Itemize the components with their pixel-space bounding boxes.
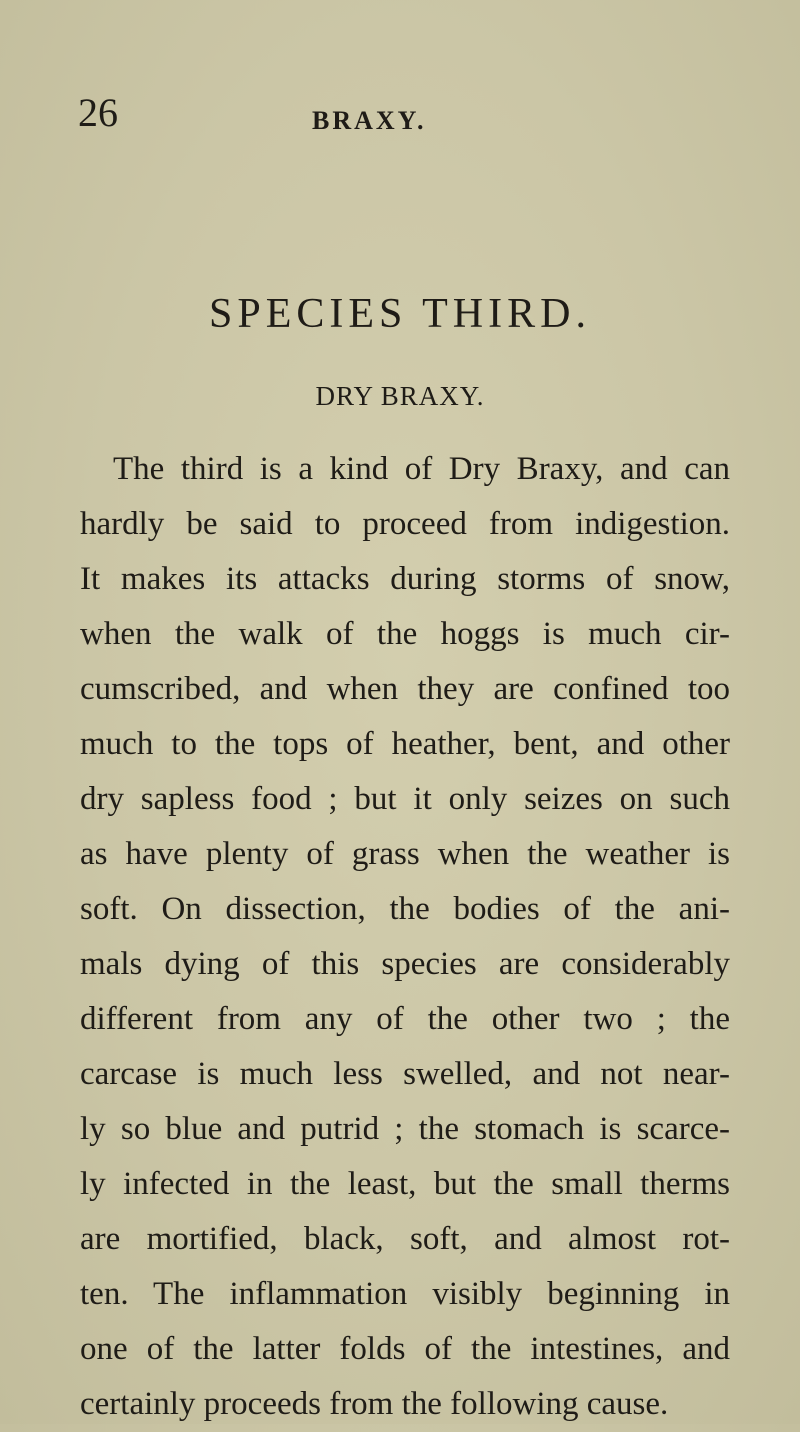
- text-line: ly infected in the least, but the small therms: [80, 1166, 730, 1202]
- page-number: 26: [78, 90, 118, 135]
- running-head: BRAXY.: [312, 106, 427, 135]
- text-line: ten. The inflammation visibly beginning in: [80, 1276, 730, 1312]
- text-line: different from any of the other two ; the: [80, 1001, 730, 1037]
- text-line: cumscribed, and when they are confined too: [80, 671, 730, 707]
- text-line: soft. On dissection, the bodies of the ani-: [80, 891, 730, 927]
- text-line: The third is a kind of Dry Braxy, and can: [113, 451, 730, 487]
- text-line: dry sapless food ; but it only seizes on such: [80, 781, 730, 817]
- text-line: It makes its attacks during storms of snow,: [80, 561, 730, 597]
- text-line: one of the latter folds of the intestines, and: [80, 1331, 730, 1367]
- section-title: SPECIES THIRD.: [209, 291, 591, 337]
- body-paragraph: [80, 442, 730, 1432]
- text-line: carcase is much less swelled, and not near-: [80, 1056, 730, 1092]
- text-line: as have plenty of grass when the weather is: [80, 836, 730, 872]
- text-line: when the walk of the hoggs is much cir-: [80, 616, 730, 652]
- text-line: ly so blue and putrid ; the stomach is scarce-: [80, 1111, 730, 1147]
- text-line: hardly be said to proceed from indigestion.: [80, 506, 730, 542]
- text-line: much to the tops of heather, bent, and other: [80, 726, 730, 762]
- text-line: mals dying of this species are considerably: [80, 946, 730, 982]
- text-line: certainly proceeds from the following cause.: [80, 1386, 669, 1422]
- text-line: are mortified, black, soft, and almost rot-: [80, 1221, 730, 1257]
- section-subtitle: DRY BRAXY.: [315, 381, 485, 411]
